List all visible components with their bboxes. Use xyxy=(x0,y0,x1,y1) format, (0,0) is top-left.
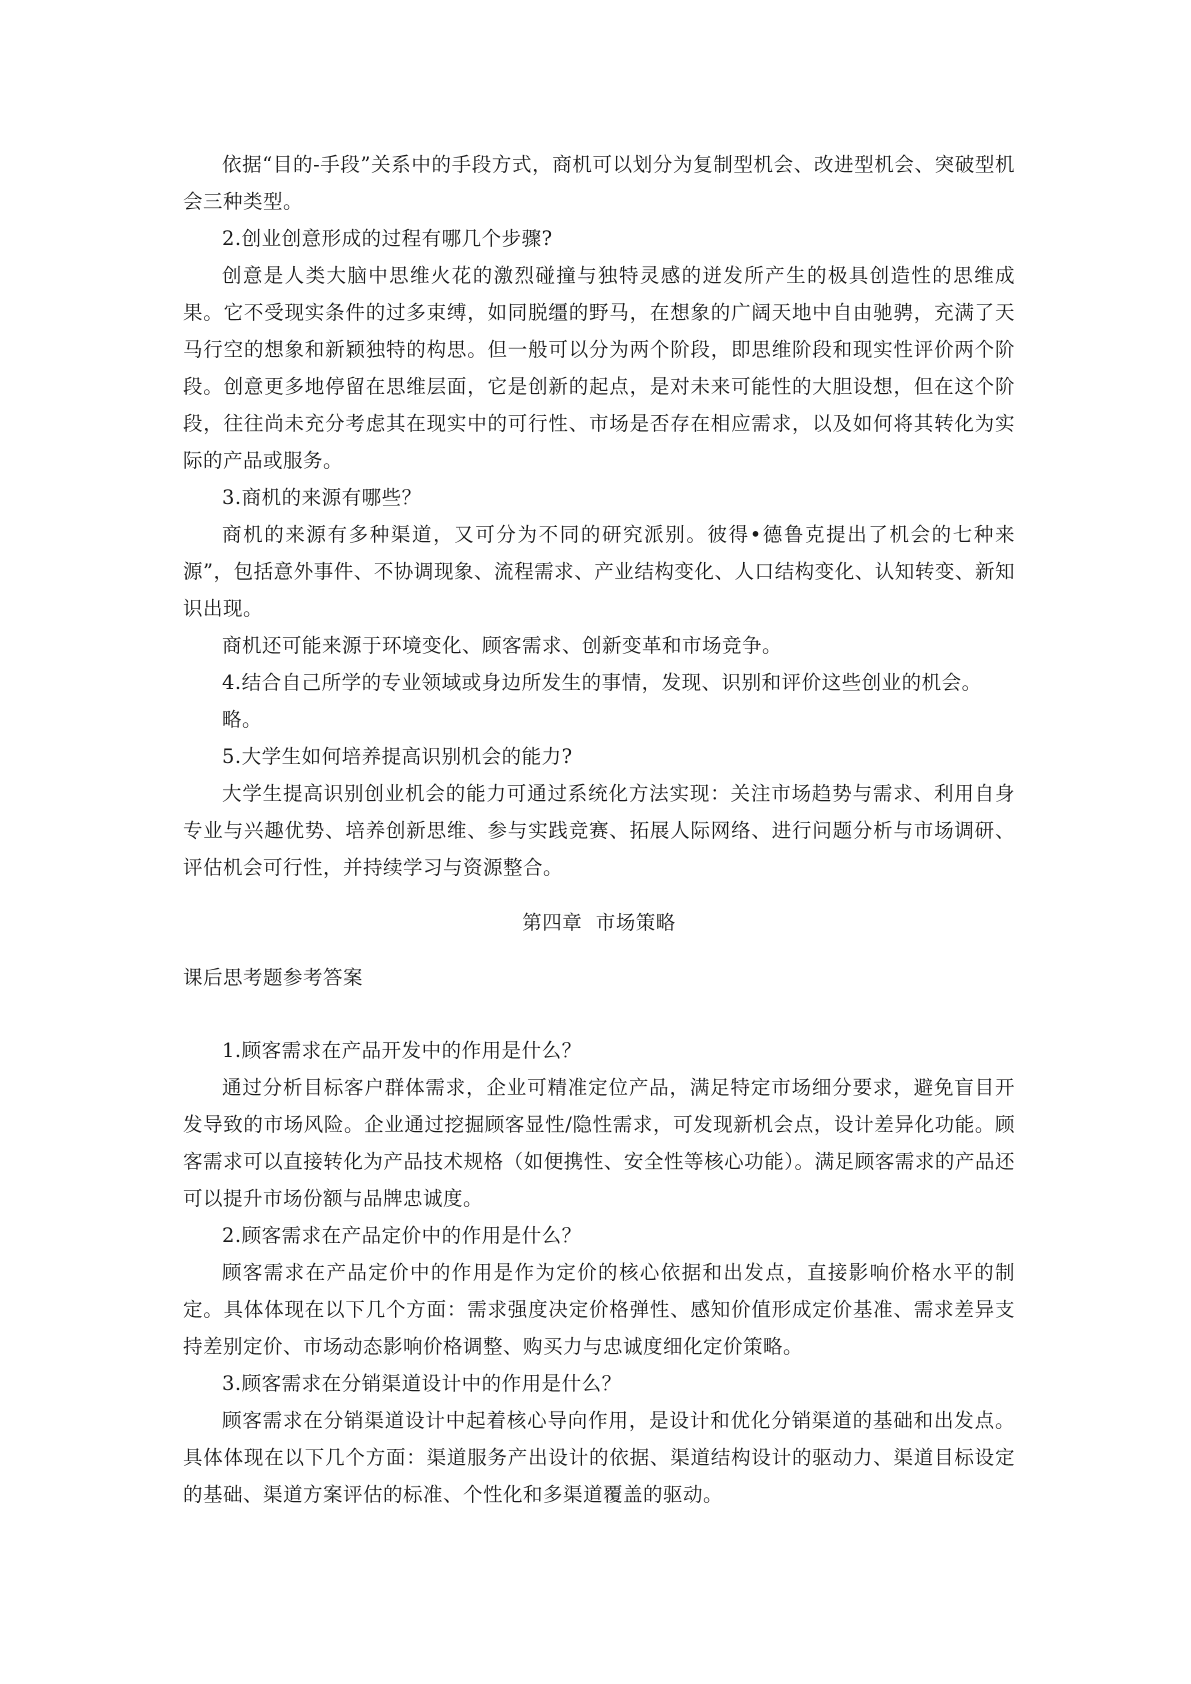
chapter-subtitle: 课后思考题参考答案 xyxy=(183,966,364,989)
question-3-opportunity-sources: 3.商机的来源有哪些？ xyxy=(222,486,422,509)
answer-4-omitted: 略。 xyxy=(222,708,263,731)
answer-3-other-sources: 商机还可能来源于环境变化、顾客需求、创新变革和市场竞争。 xyxy=(222,634,783,657)
question-5-student-ability: 5.大学生如何培养提高识别机会的能力? xyxy=(222,745,573,768)
answer-2-creative-process: 创意是人类大脑中思维火花的激烈碰撞与独特灵感的迸发所产生的极具创造性的思维成果。它不受现实条件的过多束缚，如同脱缰的野马，在想象的广阔天地中自由驰骋，充满了天马行空的想象和新颖独特的构思。但一般可以分为两个阶段，即思维阶段和现实性评价两个阶段。创意更多地停留在思维层面，它是创新的起点，是对未来可能性的大胆设想，但在这个阶段，往往尚未充分考虑其在现实中的可行性、市场是否存在相应需求，以及如何将其转化为实际的产品或服务。 xyxy=(183,264,1015,472)
ch4-answer-3: 顾客需求在分销渠道设计中起着核心导向作用，是设计和优化分销渠道的基础和出发点。具体体现在以下几个方面：渠道服务产出设计的依据、渠道结构设计的驱动力、渠道目标设定的基础、渠道方案评估的标准、个性化和多渠道覆盖的驱动。 xyxy=(183,1409,1015,1506)
document-page xyxy=(183,146,1015,1513)
ch4-question-1: 1.顾客需求在产品开发中的作用是什么？ xyxy=(222,1039,582,1062)
ch4-answer-2: 顾客需求在产品定价中的作用是作为定价的核心依据和出发点，直接影响价格水平的制定。具体体现在以下几个方面：需求强度决定价格弹性、感知价值形成定价基准、需求差异支持差别定价、市场动态影响价格调整、购买力与忠诚度细化定价策略。 xyxy=(183,1261,1015,1358)
answer-5-student-ability: 大学生提高识别创业机会的能力可通过系统化方法实现：关注市场趋势与需求、利用自身专业与兴趣优势、培养创新思维、参与实践竞赛、拓展人际网络、进行问题分析与市场调研、评估机会可行性，并持续学习与资源整合。 xyxy=(183,782,1015,879)
answer-3-drucker-sources: 商机的来源有多种渠道，又可分为不同的研究派别。彼得•德鲁克提出了机会的七种来源”，包括意外事件、不协调现象、流程需求、产业结构变化、人口结构变化、认知转变、新知识出现。 xyxy=(183,523,1015,620)
question-2-creative-process: 2.创业创意形成的过程有哪几个步骤? xyxy=(222,227,553,250)
ch4-question-3: 3.顾客需求在分销渠道设计中的作用是什么？ xyxy=(222,1372,622,1395)
question-4-identify-opportunities: 4.结合自己所学的专业领域或身边所发生的事情，发现、识别和评价这些创业的机会。 xyxy=(222,671,982,694)
chapter-title: 第四章 市场策略 xyxy=(522,911,676,934)
ch4-question-2: 2.顾客需求在产品定价中的作用是什么？ xyxy=(222,1224,582,1247)
paragraph-opportunity-types: 依据“目的-手段”关系中的手段方式，商机可以划分为复制型机会、改进型机会、突破型机会三种类型。 xyxy=(183,153,1015,213)
ch4-answer-1: 通过分析目标客户群体需求，企业可精准定位产品，满足特定市场细分要求，避免盲目开发导致的市场风险。企业通过挖掘顾客显性/隐性需求，可发现新机会点，设计差异化功能。顾客需求可以直接转化为产品技术规格（如便携性、安全性等核心功能）。满足顾客需求的产品还可以提升市场份额与品牌忠诚度。 xyxy=(183,1076,1015,1210)
